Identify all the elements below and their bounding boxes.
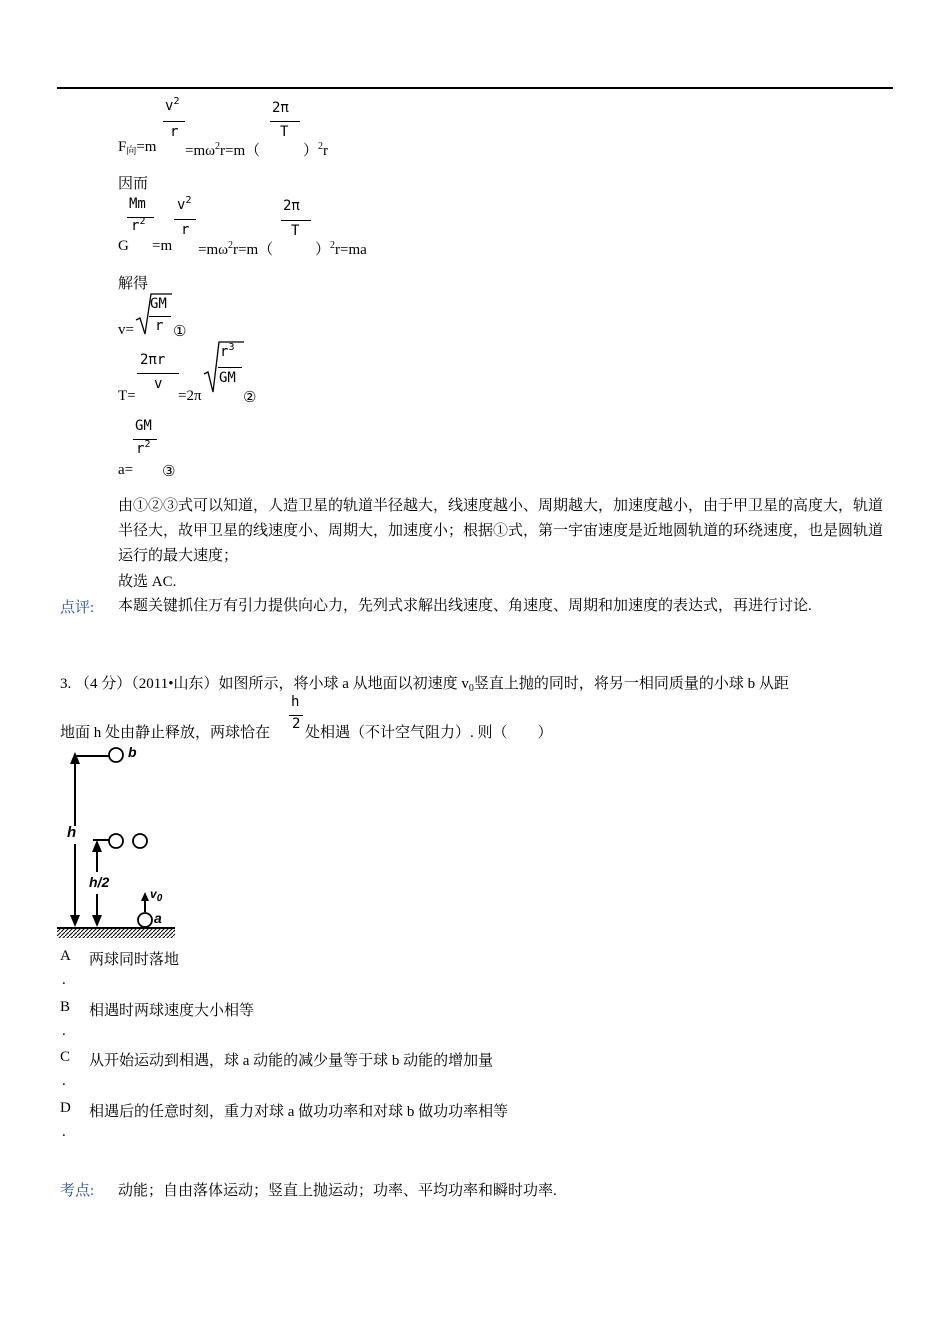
frac-num-v2: $v^2$ [177,195,192,213]
frac-den-r: r [170,124,179,140]
frac-den-T: T [291,223,300,239]
frac-num-h: h [291,694,300,710]
fraction-bar [281,220,311,221]
comment-text: 本题关键抓住万有引力提供向心力，先列式求解出线速度、角速度、周期和加速度的表达式，再进行讨论. [118,598,812,614]
sqrt-den-r: r [155,318,164,334]
answer-line: 故选 AC. [118,574,177,590]
frac-num-2pir: 2πr [140,352,166,368]
option-letter: C [60,1049,71,1065]
fraction-bar [174,219,196,220]
figure-label-v0: $v_0$ [150,887,163,904]
circled-three: ③ [162,464,176,480]
text-jie-de: 解得 [118,276,149,292]
figure-label-b: b [128,744,137,760]
fraction-bar [137,373,179,374]
option-dot: . [62,972,66,988]
sqrt-num-GM: GM [150,296,167,312]
frac-den-v: v [154,376,163,392]
formula1-mid: $=m\omega^2r=m$（ [185,141,261,159]
kaodian-text: 动能；自由落体运动；竖直上抛运动；功率、平均功率和瞬时功率. [118,1183,557,1199]
figure-label-a: a [154,910,162,926]
option-dot: . [62,1073,66,1089]
option-dot: . [62,1023,66,1039]
frac-num-GM: GM [135,418,152,434]
frac-num-2pi: 2π [283,198,300,214]
option-text: 相遇时两球速度大小相等 [89,1003,255,1019]
formula-a-lhs: a= [118,462,134,478]
explanation-paragraph: 由①②③式可以知道，人造卫星的轨道半径越大，线速度越小、周期越大，加速度越小，由于甲卫星的高度大，轨道半径大，故甲卫星的线速度小、周期大，加速度小；根据①式，第一宇宙速度是近地圆轨道的环绕速度，也是圆轨道运行的最大速度； [118,498,884,564]
frac-den-r2: $r^2$ [136,439,151,457]
option-letter: A [60,948,71,964]
comment-label: 点评: [60,600,95,616]
formula-T-lhs: T= [118,388,136,404]
option-letter: B [60,999,71,1015]
question3-line2a: 地面 h 处由静止释放，两球恰在 [60,725,271,741]
formula-T-mid: =2π [178,388,202,404]
fraction-bar [270,121,300,122]
figure-label-h2: h/2 [89,874,110,890]
header-rule [57,87,893,89]
sqrt-den-GM: GM [219,370,236,386]
formula2-eqm: =m [152,238,173,254]
formula2-end: ）$^2$r=ma [315,240,367,258]
option-letter: D [60,1100,71,1116]
formula1-line: $F_向=m$ [118,139,157,157]
formula-v-lhs: v= [118,322,134,338]
frac-num-2pi: 2π [272,100,289,116]
option-dot: . [62,1124,66,1140]
formula2-G: G [118,238,129,254]
option-text: 相遇后的任意时刻，重力对球 a 做功功率和对球 b 做功功率相等 [89,1104,509,1120]
question3-line1: 3. （4 分）（2011•山东）如图所示，将小球 a 从地面以初速度 $v_0$竖直上抛的同时，将另一相同质量的小球 b 从距 [60,676,789,694]
fraction-bar [149,316,171,317]
frac-den-r: r [181,222,190,238]
frac-num-Mm: Mm [129,196,146,212]
option-text: 两球同时落地 [89,952,180,968]
frac-den-T: T [280,124,289,140]
frac-den-2: 2 [292,716,301,732]
figure-label-h: h [67,824,77,841]
fraction-bar [218,367,242,368]
frac-num-v2: $v^2$ [165,96,180,114]
circled-two: ② [243,390,257,406]
fraction-bar [163,121,185,122]
circled-one: ① [173,324,187,340]
sqrt-num-r3: $r^3$ [220,342,235,360]
formula2-mid: $=m\omega^2r=m$（ [198,240,274,258]
option-text: 从开始运动到相遇，球 a 动能的减少量等于球 b 动能的增加量 [89,1053,494,1069]
frac-den-r2: $r^2$ [131,216,146,234]
question3-line2b: 处相遇（不计空气阻力）. 则（ ） [305,725,553,741]
kaodian-label: 考点: [60,1183,95,1199]
text-yin-er: 因而 [118,176,149,192]
formula1-end: ）$^2$r [303,141,329,159]
